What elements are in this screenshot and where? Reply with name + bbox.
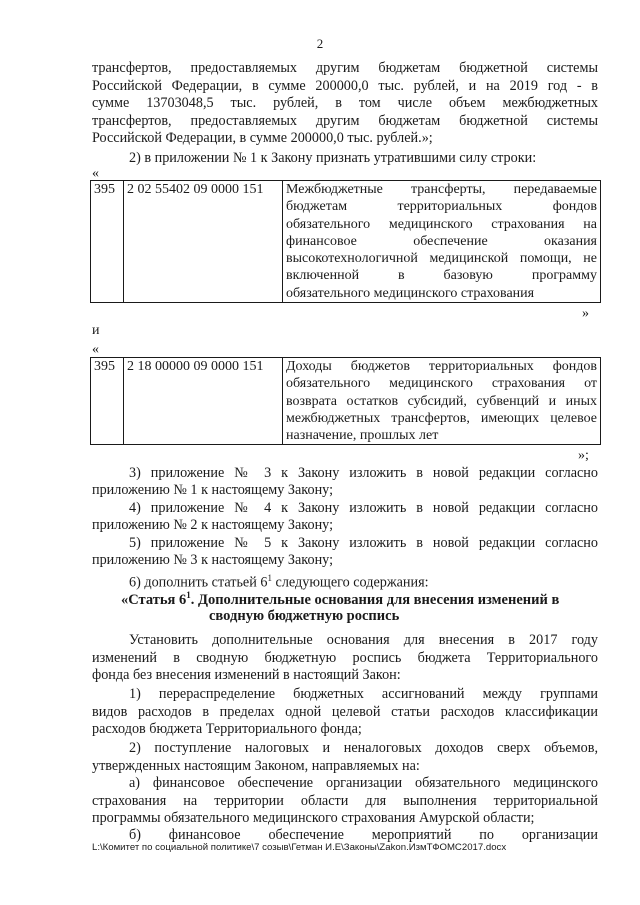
text-fragment: следующего содержания: xyxy=(271,574,429,591)
item-3-cont: приложению № 1 к настоящему Закону; xyxy=(92,482,334,498)
text-line: бюджетам территориальных фондов xyxy=(286,199,597,215)
text-fragment: «Статья 6 xyxy=(121,591,187,608)
text-line: финансовое обеспечение оказания xyxy=(286,233,597,249)
text-line: 2) поступление налоговых и неналоговых доходов сверх объемов, xyxy=(129,740,598,756)
description-cell xyxy=(283,358,601,445)
text-fragment: 6) дополнить статьей 6 xyxy=(129,574,268,591)
text-fragment: . Дополнительные основания для внесения изменений в xyxy=(190,591,560,608)
text-line: обязательного медицинского страхования на xyxy=(286,216,597,232)
code-cell: 395 xyxy=(91,358,124,445)
text-line: Доходы бюджетов территориальных фондов xyxy=(286,359,597,374)
article-heading xyxy=(92,587,598,624)
text-line: программы обязательного медицинского страхования Амурской области; xyxy=(92,810,535,826)
text-line: фонда без внесения изменений в настоящий Закон: xyxy=(92,667,401,683)
text-line: страхования на территории области для выполнения территориальной xyxy=(92,792,598,809)
item-3 xyxy=(92,465,598,483)
excluded-row-table-2 xyxy=(90,357,601,445)
text-line: сумме 13703048,5 тыс. рублей, в том числе объем межбюджетных xyxy=(92,95,598,111)
intro-paragraph xyxy=(92,60,598,148)
text-line: 3) приложение № 3 к Закону изложить в новой редакции согласно xyxy=(129,465,598,481)
text-line: Российской Федерации, в сумме 200000,0 тыс. рублей.»; xyxy=(92,130,433,146)
item-4 xyxy=(92,500,598,518)
paragraph-1 xyxy=(92,632,598,685)
paragraph-3 xyxy=(92,740,598,775)
heading-line: сводную бюджетную роспись xyxy=(209,607,400,624)
description-cell xyxy=(283,181,601,303)
item-2: 2) в приложении № 1 к Закону признать утратившими силу строки: xyxy=(129,150,537,166)
text-line: а) финансовое обеспечение организации обязательного медицинского xyxy=(129,775,598,791)
file-path-footer: L:\Комитет по социальной политике\7 созыв\Гетман И.Е\Законы\Zakon.ИзмТФОМС2017.docx xyxy=(92,842,507,853)
text-line: видов расходов в пределах одной целевой статьи расходов классификации xyxy=(92,703,598,720)
heading-line xyxy=(92,587,598,608)
text-line: межбюджетных трансфертов, имеющих целевое xyxy=(286,410,597,426)
text-line: Межбюджетные трансферты, передаваемые xyxy=(286,182,597,197)
text-line: 4) приложение № 4 к Закону изложить в новой редакции согласно xyxy=(129,500,598,516)
kbk-cell: 2 18 00000 09 0000 151 xyxy=(124,358,283,445)
superscript: 1 xyxy=(186,590,191,600)
text-line: изменений в сводную бюджетную роспись бюджета Территориального xyxy=(92,649,598,666)
paragraph-4 xyxy=(92,775,598,828)
close-quote-semicolon: »; xyxy=(578,448,589,463)
text-line: 1) перераспределение бюджетных ассигнований между группами xyxy=(129,686,598,702)
text-line: трансфертов, предоставляемых другим бюджетам бюджетной системы xyxy=(92,60,598,76)
item-5 xyxy=(92,535,598,553)
text-line: обязательного медицинского страхования от xyxy=(286,376,597,392)
text-line: 5) приложение № 5 к Закону изложить в новой редакции согласно xyxy=(129,535,598,551)
excluded-row-table-1 xyxy=(90,180,601,303)
open-quote: « xyxy=(92,342,99,357)
text-line: трансфертов, предоставляемых другим бюджетам бюджетной системы xyxy=(92,112,598,129)
page-number: 2 xyxy=(316,36,324,51)
paragraph-2 xyxy=(92,686,598,739)
text-line: Установить дополнительные основания для внесения в 2017 году xyxy=(129,632,598,648)
close-quote: » xyxy=(582,306,589,321)
table-row xyxy=(91,358,601,445)
table-row xyxy=(91,181,601,303)
text-line: б) финансовое обеспечение мероприятий по организации xyxy=(129,827,598,843)
text-line: возврата остатков субсидий, субвенций и иных xyxy=(286,393,597,409)
kbk-cell: 2 02 55402 09 0000 151 xyxy=(124,181,283,303)
text-line: утвержденных настоящим Законом, направляемых на: xyxy=(92,757,420,774)
text-line: обязательного медицинского страхования xyxy=(286,285,535,301)
text-line: включенной в базовую программу xyxy=(286,268,597,284)
item-4-cont: приложению № 2 к настоящему Закону; xyxy=(92,517,334,533)
text-line: высокотехнологичной медицинской помощи, не xyxy=(286,251,597,267)
text-line: расходов бюджета Территориального фонда; xyxy=(92,721,362,737)
open-quote: « xyxy=(92,166,99,181)
superscript: 1 xyxy=(267,573,272,583)
code-cell: 395 xyxy=(91,181,124,303)
text-line: назначение, прошлых лет xyxy=(286,428,439,444)
item-5-cont: приложению № 3 к настоящему Закону; xyxy=(92,552,334,568)
conjunction: и xyxy=(92,323,100,338)
text-line: Российской Федерации, в сумме 200000,0 тыс. рублей, и на 2019 год - в xyxy=(92,77,598,94)
